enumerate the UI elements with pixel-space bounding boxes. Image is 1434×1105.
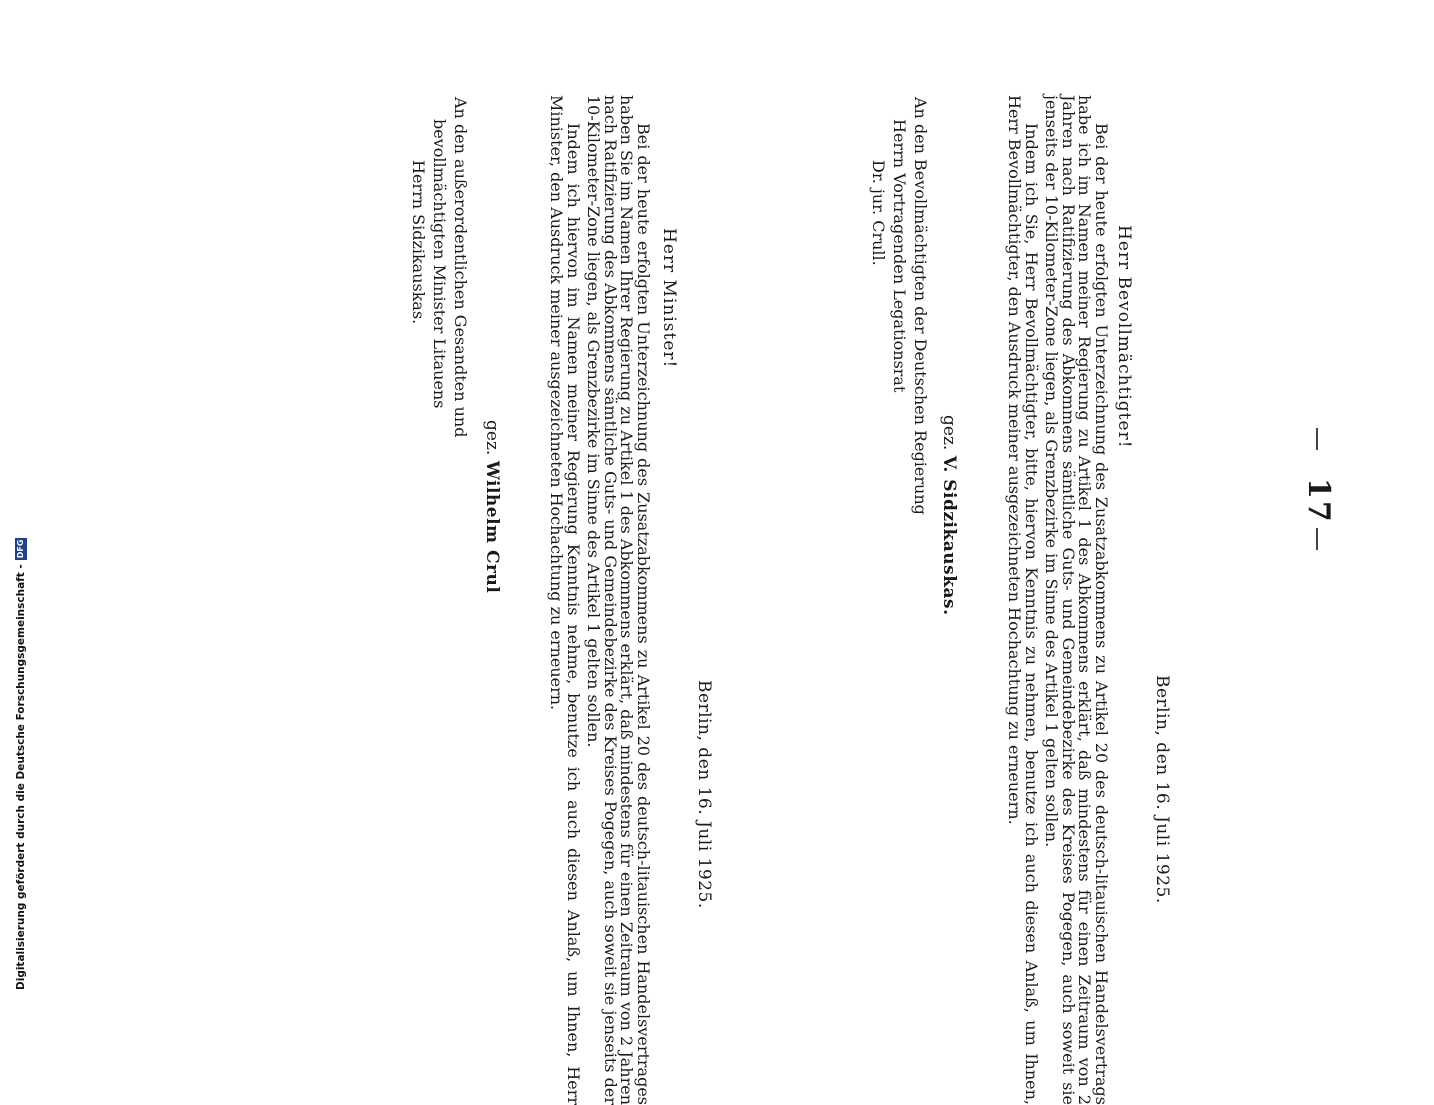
letter2-addressee-line-2: bevollmächtigten Minister Litauens	[430, 119, 449, 409]
letter1-date: Berlin, den 16. Juli 1925.	[1152, 675, 1172, 904]
letter2-addressee	[408, 97, 471, 437]
letter1-signature-name: V. Sidzikauskas.	[939, 455, 959, 616]
funding-note: Digitalisierung gefördert durch die Deutsche Forschungsgemeinschaft -	[15, 564, 27, 990]
letter2-date: Berlin, den 16. Juli 1925.	[694, 680, 714, 909]
letter2-addressee-line-3: Herrn Sidzikauskas.	[409, 160, 428, 325]
page-number-dash-left	[1316, 428, 1318, 450]
letter1-addressee-line-1: An den Bevollmächtigten der Deutschen Regierung	[911, 97, 930, 515]
letter2-signature	[482, 420, 502, 593]
letter2-signature-name: Wilhelm Crul	[482, 460, 502, 594]
letter1-body: Bei der heute erfolgten Unterzeichnung des Zusatzabkommens zu Artikel 20 des deutsch-litauischen Handelsvertrags habe ich im Namen meiner Regierung zu Artikel 1 des Abkommens erklärt, daß mindestens für einen Zeitraum von 2 Jahren nach Ratifizierung des Abkommens sämtliche Guts- und Gemeindebezirke des Kreises Pogegen, auch soweit sie jenseits der 10-Kilometer-Zone liegen, als Grenzbezirke im Sinne des Artikel 1 gelten sollen.	[1042, 95, 1111, 1105]
funding-footer	[15, 538, 27, 990]
letter2-closing: Indem ich hiervon im Namen meiner Regierung Kenntnis nehme, benutze ich auch diesen Anlaß, um Ihnen, Herr Minister, den Ausdruck meiner ausgezeichneten Hochachtung zu erneuern.	[547, 95, 583, 1105]
letter1-sig-prefix: gez.	[939, 415, 959, 451]
letter1-addressee-line-2: Herrn Vortragenden Legationsrat	[890, 119, 909, 393]
letter2-addressee-line-1: An den außerordentlichen Gesandten und	[451, 97, 470, 438]
letter1-addressee	[868, 97, 931, 515]
letter1-salutation: Herr Bevollmächtigter!	[1114, 225, 1134, 449]
letter1-signature	[939, 415, 959, 616]
page-number: 17	[1301, 478, 1336, 524]
letter2-body: Bei der heute erfolgten Unterzeichnung des Zusatzabkommens zu Artikel 20 des deutsch-litauischen Handelsvertrages haben Sie im Namen Ihrer Regierung zu Artikel 1 des Abkommens erklärt, daß mindestens für einen Zeitraum von 2 Jahren nach Ratifizierung des Abkommens sämtliche Guts- und Gemeindebezirke des Kreises Pogegen, auch soweit sie jenseits der 10-Kilometer-Zone liegen, als Grenzbezirke im Sinne des Artikel 1 gelten sollen.	[584, 95, 653, 1105]
letter2-sig-prefix: gez.	[482, 420, 502, 456]
page-number-dash-right	[1316, 528, 1318, 550]
letter1-addressee-line-3: Dr. jur. Crull.	[869, 160, 888, 266]
letter2-salutation: Herr Minister!	[659, 228, 679, 369]
dfg-logo: DFG	[16, 539, 25, 559]
letter1-closing: Indem ich Sie, Herr Bevollmächtigter, bitte, hiervon Kenntnis zu nehmen, benutze ich auch diesen Anlaß, um Ihnen, Herr Bevollmächtigter, den Ausdruck meiner ausgezeichneten Hochachtung zu erneuern.	[1005, 95, 1041, 1105]
